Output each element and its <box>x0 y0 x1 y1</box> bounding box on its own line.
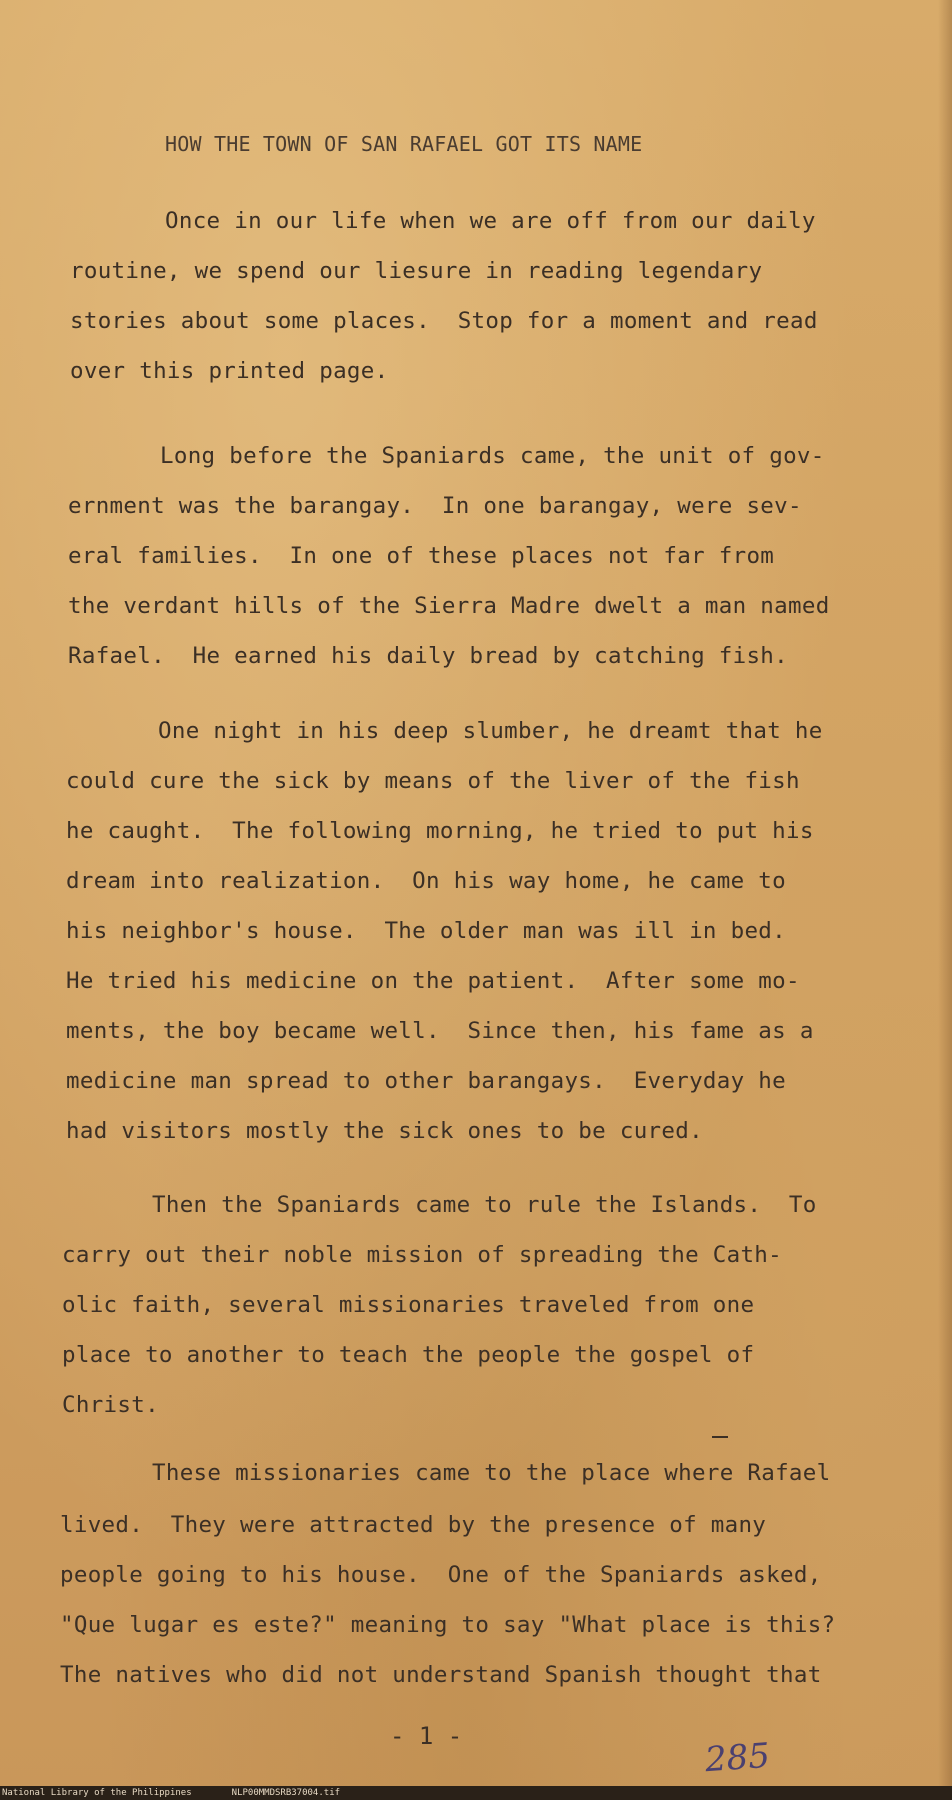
text-line: ernment was the barangay. In one barangay, were sev- <box>68 493 802 519</box>
text-line: he caught. The following morning, he tried to put his <box>66 818 814 844</box>
text-line: Long before the Spaniards came, the unit of gov- <box>160 443 825 469</box>
page-number: - 1 - <box>390 1722 463 1750</box>
text-line: had visitors mostly the sick ones to be cured. <box>66 1118 703 1144</box>
text-line: stories about some places. Stop for a moment and read <box>70 308 818 334</box>
text-line: dream into realization. On his way home, he came to <box>66 868 786 894</box>
ink-mark <box>712 1436 728 1438</box>
text-line: Christ. <box>62 1392 159 1418</box>
text-line: ments, the boy became well. Since then, his fame as a <box>66 1018 814 1044</box>
scan-footer <box>0 1786 952 1800</box>
handwritten-page-number: 285 <box>703 1735 772 1781</box>
text-line: One night in his deep slumber, he dreamt that he <box>158 718 823 744</box>
text-line: his neighbor's house. The older man was ill in bed. <box>66 918 786 944</box>
text-line: carry out their noble mission of spreading the Cath- <box>62 1242 782 1268</box>
text-line: could cure the sick by means of the liver of the fish <box>66 768 800 794</box>
text-line: eral families. In one of these places not far from <box>68 543 775 569</box>
text-line: Once in our life when we are off from our daily <box>165 208 816 234</box>
text-line: medicine man spread to other barangays. Everyday he <box>66 1068 786 1094</box>
text-line: over this printed page. <box>70 358 389 384</box>
text-line: place to another to teach the people the gospel of <box>62 1342 755 1368</box>
text-line: He tried his medicine on the patient. After some mo- <box>66 968 800 994</box>
text-line: "Que lugar es este?" meaning to say "What place is this? <box>60 1612 836 1638</box>
text-line: people going to his house. One of the Spaniards asked, <box>60 1562 822 1588</box>
footer-filename: NLP00MMDSRB37004.tif <box>231 1788 341 1798</box>
text-line: routine, we spend our liesure in reading legendary <box>70 258 763 284</box>
text-line: These missionaries came to the place where Rafael <box>152 1460 831 1486</box>
document-title: HOW THE TOWN OF SAN RAFAEL GOT ITS NAME <box>165 132 643 156</box>
page-edge-shadow <box>938 0 952 1800</box>
footer-institution: National Library of the Philippines <box>2 1788 192 1798</box>
text-line: Then the Spaniards came to rule the Islands. To <box>152 1192 817 1218</box>
text-line: Rafael. He earned his daily bread by catching fish. <box>68 643 788 669</box>
text-line: the verdant hills of the Sierra Madre dwelt a man named <box>68 593 830 619</box>
text-line: lived. They were attracted by the presence of many <box>60 1512 767 1538</box>
text-line: olic faith, several missionaries traveled from one <box>62 1292 755 1318</box>
text-line: The natives who did not understand Spanish thought that <box>60 1662 822 1688</box>
